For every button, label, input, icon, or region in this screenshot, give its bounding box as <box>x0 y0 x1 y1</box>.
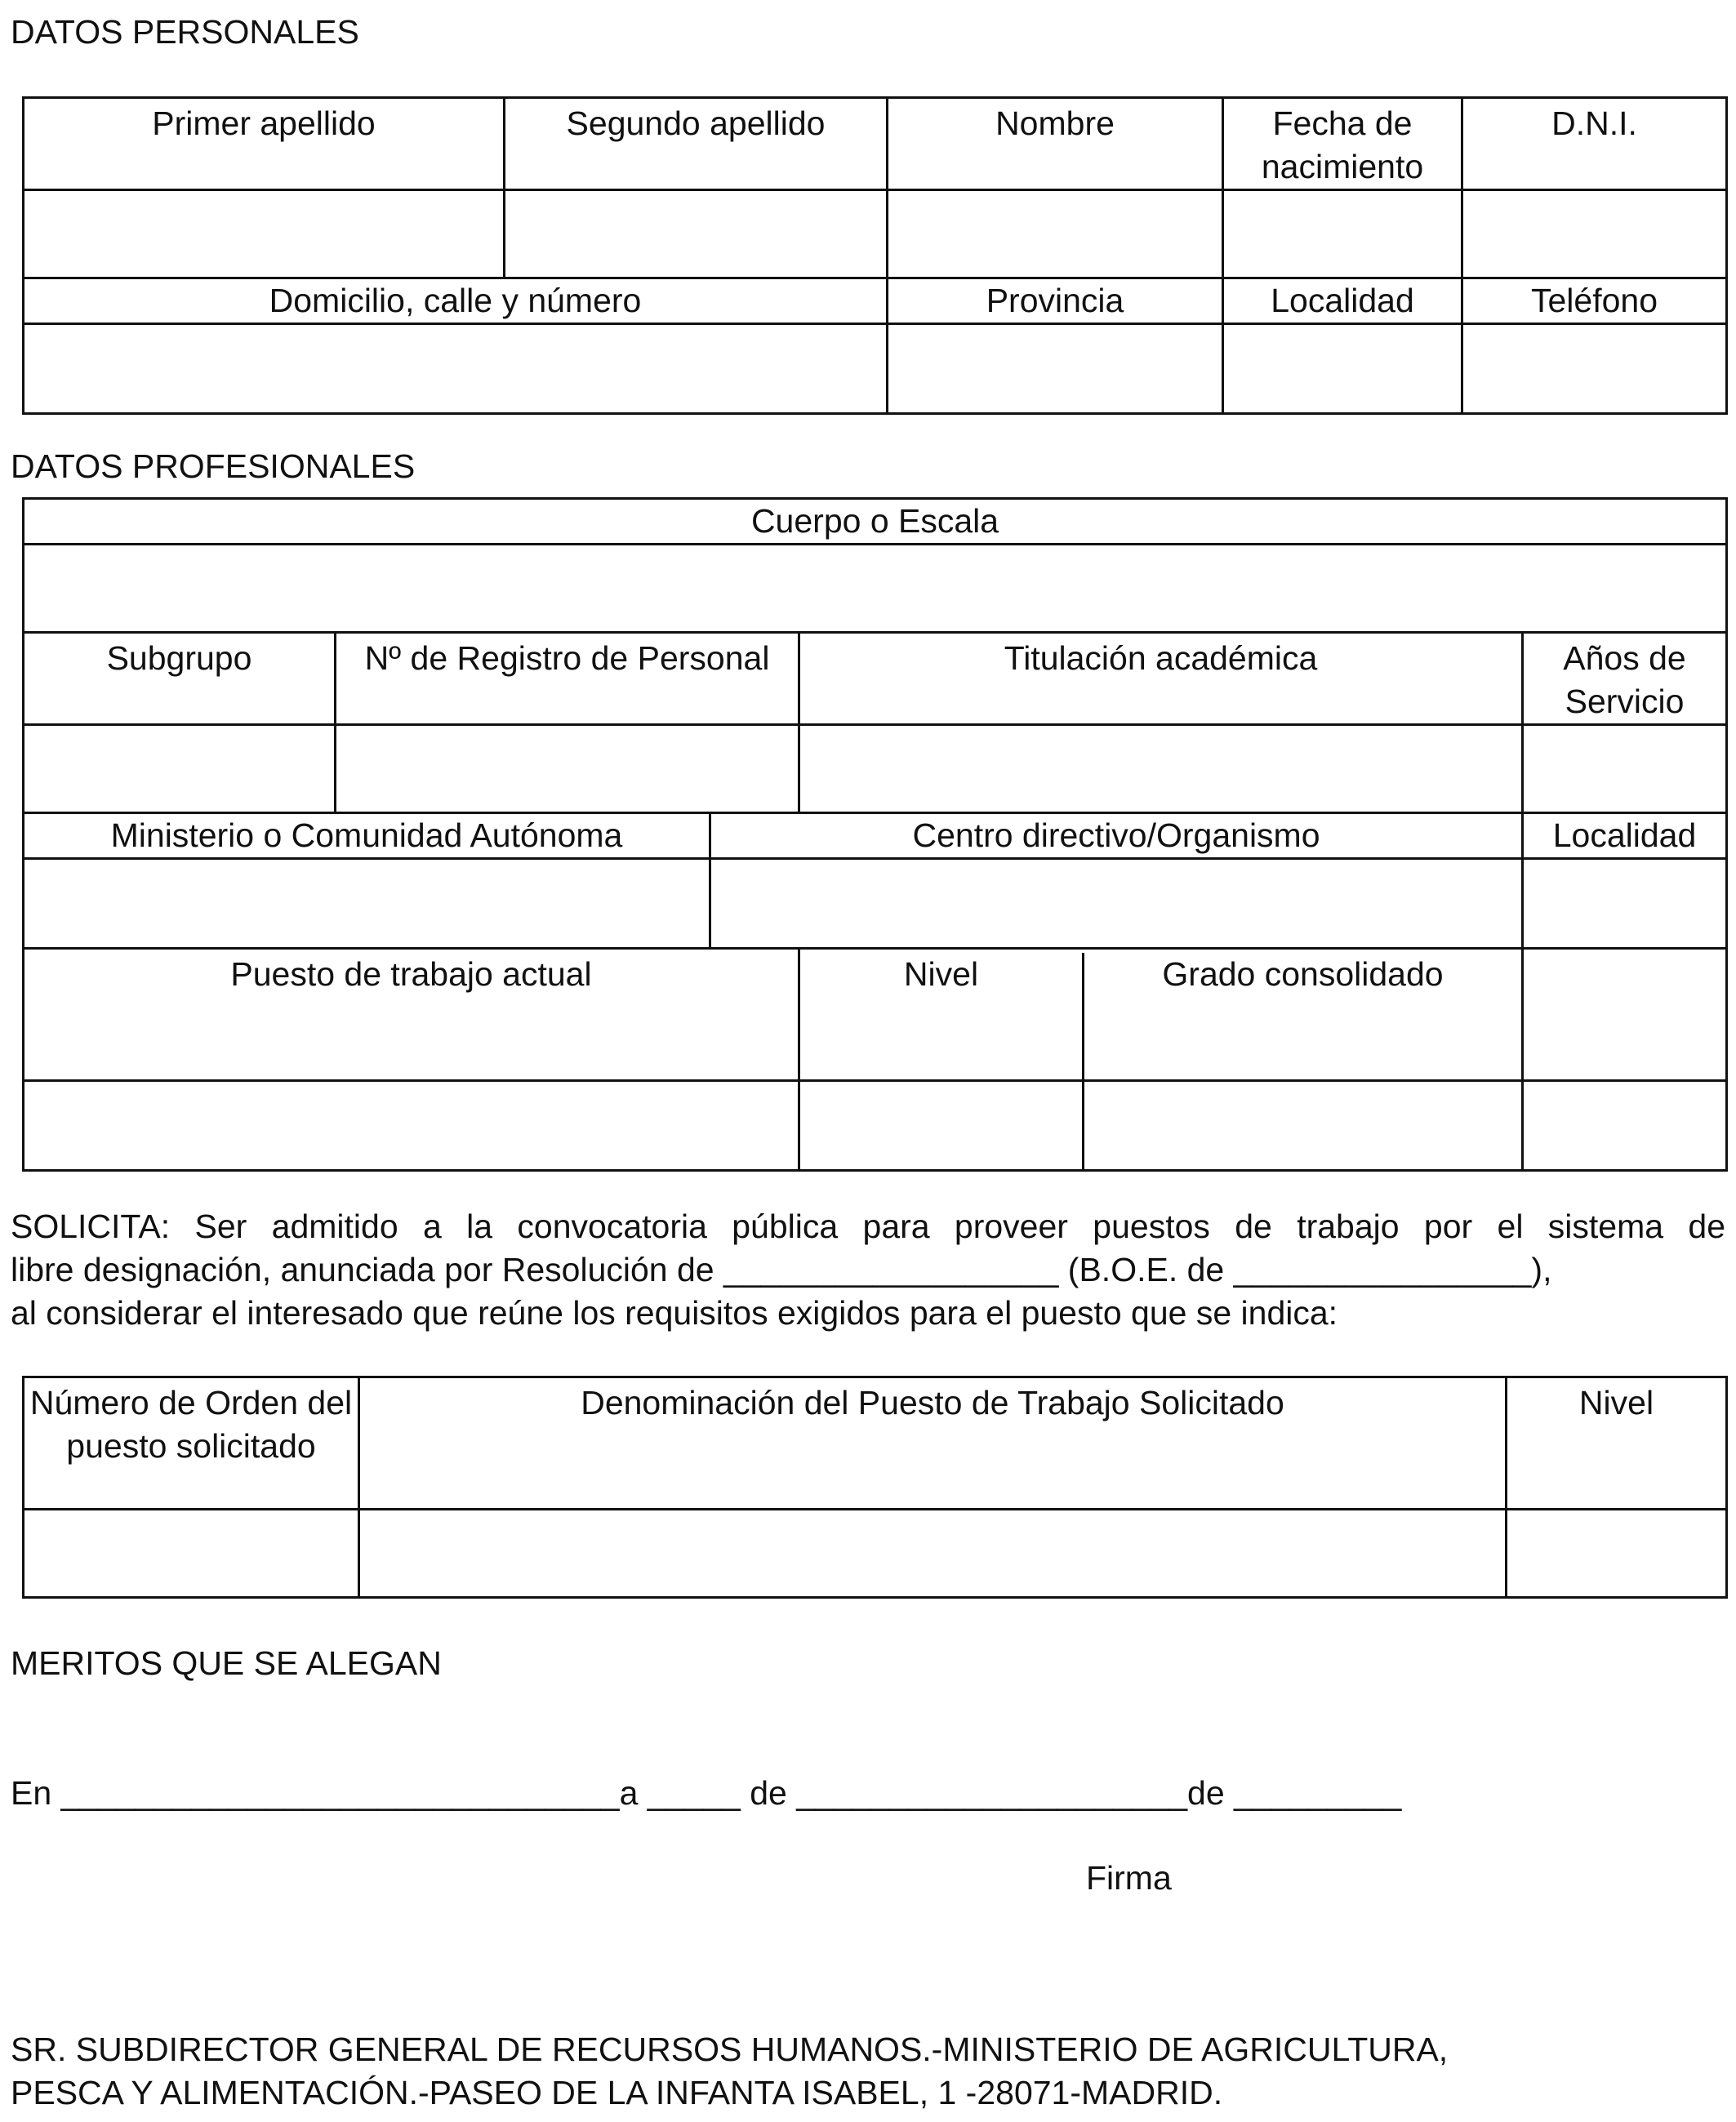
header-puesto-actual: Puesto de trabajo actual <box>24 949 799 1081</box>
puesto-actual-field[interactable] <box>24 1081 799 1171</box>
cuerpo-escala-field[interactable] <box>24 545 1727 633</box>
primer-apellido-field[interactable] <box>24 190 505 278</box>
numero-orden-field[interactable] <box>24 1510 359 1598</box>
localidad-field[interactable] <box>1223 324 1462 414</box>
header-localidad-prof: Localidad <box>1523 813 1727 859</box>
personal-data-table <box>22 96 1728 415</box>
header-centro-directivo: Centro directivo/Organismo <box>710 813 1523 859</box>
header-grado-consolidado: Grado consolidado <box>1162 955 1444 993</box>
segundo-apellido-field[interactable] <box>505 190 888 278</box>
localidad-prof-field[interactable] <box>1523 859 1727 949</box>
header-telefono: Teléfono <box>1462 278 1727 324</box>
footer-address <box>11 2028 1725 2115</box>
meritos-title: MERITOS QUE SE ALEGAN <box>11 1644 442 1682</box>
solicita-line-2: libre designación, anunciada por Resolución de __________________ (B.O.E. de ________________), <box>11 1251 1552 1288</box>
domicilio-field[interactable] <box>24 324 888 414</box>
firma-label: Firma <box>1086 1859 1172 1897</box>
grado-consolidado-field[interactable] <box>1084 1082 1521 1169</box>
header-primer-apellido: Primer apellido <box>24 98 505 190</box>
nivel-grado-split <box>800 953 1521 1079</box>
titulacion-field[interactable] <box>799 725 1523 813</box>
denominacion-puesto-field[interactable] <box>359 1510 1507 1598</box>
footer-line-2: PESCA Y ALIMENTACIÓN.-PASEO DE LA INFANTA ISABEL, 1 -28071-MADRID. <box>11 2074 1223 2111</box>
registro-personal-field[interactable] <box>336 725 799 813</box>
solicita-line-3: al considerar el interesado que reúne los requisitos exigidos para el puesto que se indica: <box>11 1294 1338 1332</box>
header-registro-personal: Nº de Registro de Personal <box>336 633 799 725</box>
fecha-nacimiento-field[interactable] <box>1223 190 1462 278</box>
header-dni: D.N.I. <box>1462 98 1727 190</box>
header-segundo-apellido: Segundo apellido <box>505 98 888 190</box>
nombre-field[interactable] <box>888 190 1223 278</box>
grado-spacer-field <box>1523 1081 1727 1171</box>
solicita-paragraph <box>11 1205 1725 1335</box>
fecha-line: En ______________________________a _____ de _____________________de _________ <box>11 1774 1402 1812</box>
header-domicilio: Domicilio, calle y número <box>24 278 888 324</box>
centro-directivo-field[interactable] <box>710 859 1523 949</box>
professional-section-title: DATOS PROFESIONALES <box>11 447 416 485</box>
header-provincia: Provincia <box>888 278 1223 324</box>
header-nivel-grado-group <box>799 949 1523 1081</box>
header-nivel: Nivel <box>800 953 1084 1079</box>
solicita-line-1: SOLICITA: Ser admitido a la convocatoria pública para proveer puestos de trabajo por el sistema de <box>11 1208 1725 1245</box>
header-anos-servicio: Años de Servicio <box>1523 633 1727 725</box>
professional-data-table <box>22 497 1728 1172</box>
nivel-field[interactable] <box>800 1082 1084 1169</box>
header-numero-orden: Número de Orden del puesto solicitado <box>24 1377 359 1510</box>
header-ministerio: Ministerio o Comunidad Autónoma <box>24 813 710 859</box>
header-subgrupo: Subgrupo <box>24 633 336 725</box>
header-titulacion: Titulación académica <box>799 633 1523 725</box>
anos-servicio-field[interactable] <box>1523 725 1727 813</box>
header-grado-spacer <box>1523 949 1727 1081</box>
header-fecha-nacimiento: Fecha de nacimiento <box>1223 98 1462 190</box>
header-cuerpo-escala: Cuerpo o Escala <box>24 499 1727 545</box>
header-denominacion-puesto: Denominación del Puesto de Trabajo Solicitado <box>359 1377 1507 1510</box>
subgrupo-field[interactable] <box>24 725 336 813</box>
nivel-grado-fields-split <box>800 1082 1521 1169</box>
dni-field[interactable] <box>1462 190 1727 278</box>
nivel-puesto-field[interactable] <box>1507 1510 1727 1598</box>
provincia-field[interactable] <box>888 324 1223 414</box>
personal-section-title: DATOS PERSONALES <box>11 13 359 51</box>
ministerio-field[interactable] <box>24 859 710 949</box>
header-nivel-puesto: Nivel <box>1507 1377 1727 1510</box>
puesto-solicitado-table <box>22 1376 1728 1599</box>
header-localidad: Localidad <box>1223 278 1462 324</box>
footer-line-1: SR. SUBDIRECTOR GENERAL DE RECURSOS HUMANOS.-MINISTERIO DE AGRICULTURA, <box>11 2031 1449 2068</box>
header-nombre: Nombre <box>888 98 1223 190</box>
telefono-field[interactable] <box>1462 324 1727 414</box>
nivel-grado-fields <box>799 1081 1523 1171</box>
